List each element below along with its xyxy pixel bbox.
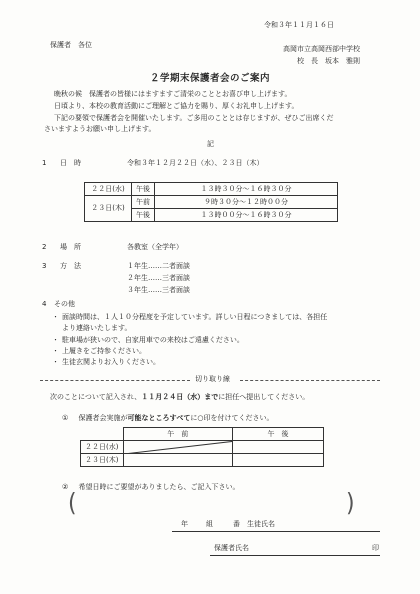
note-3: 上履きをご持参ください。 xyxy=(62,347,146,355)
slot-cell[interactable] xyxy=(123,441,233,454)
item-1-value: 令和３年１２月２２日（水）、２３日（木） xyxy=(127,159,264,167)
addressee: 保護者 各位 xyxy=(50,41,92,49)
availability-row xyxy=(81,454,324,467)
column-afternoon: 午 後 xyxy=(233,428,324,441)
bullet-dot: ・ xyxy=(52,347,59,355)
guardian-name-label: 保護者氏名 xyxy=(214,544,249,552)
note-1: 面談時間は、１人１０分程度を予定しています。詳しい日程につきましては、各担任 xyxy=(62,313,328,321)
intro-line-1: 晩秋の候 保護者の皆様にはますますご清栄のこととお喜び申し上げます。 xyxy=(54,90,292,98)
schedule-row xyxy=(85,196,338,209)
slot-cell[interactable] xyxy=(123,454,233,467)
student-name-label: 生徒氏名 xyxy=(247,520,275,528)
diagonal-strike xyxy=(124,441,233,454)
instruction-text: に担任へ提出してください。 xyxy=(218,393,310,401)
question-number: ① xyxy=(62,414,69,422)
schedule-period: 午後 xyxy=(132,209,155,222)
intro-line-2: 日頃より、本校の教育活動にご理解とご協力を賜り、厚くお礼申し上げます。 xyxy=(54,102,299,110)
item-4-number: 4 xyxy=(42,300,47,308)
availability-row xyxy=(81,441,324,454)
schedule-time: ９時３０分～１２時００分 xyxy=(155,196,338,209)
note-1-cont: より連絡いたします。 xyxy=(62,324,132,332)
principal-name: 校 長 坂本 雅則 xyxy=(297,57,360,65)
schedule-time: １３時３０分～１６時３０分 xyxy=(155,183,338,196)
bullet-dot: ・ xyxy=(52,313,59,321)
slot-cell[interactable] xyxy=(233,441,324,454)
item-1-number: 1 xyxy=(42,159,47,167)
question-text: 保護者会実施が xyxy=(78,414,128,422)
item-2-number: 2 xyxy=(42,243,47,251)
bullet-dot: ・ xyxy=(52,336,59,344)
item-2-label: 場 所 xyxy=(60,243,81,251)
cut-line-left xyxy=(40,380,190,381)
close-bracket: ) xyxy=(346,489,355,518)
row-label: ２３日(木) xyxy=(81,454,124,467)
cut-line-label: 切り取り線 xyxy=(195,375,230,383)
method-line-1: １年生……二者面談 xyxy=(127,262,190,270)
open-bracket: ( xyxy=(68,489,77,518)
schedule-period: 午後 xyxy=(132,183,155,196)
schedule-table xyxy=(84,182,338,222)
question-1 xyxy=(62,415,274,422)
question-2 xyxy=(62,484,240,491)
question-number: ② xyxy=(62,483,69,491)
question-text: 希望日時にご要望がありましたら、ご記入下さい。 xyxy=(78,483,240,491)
question-emphasis: 可能なところすべて xyxy=(127,414,191,422)
row-label: ２２日(水) xyxy=(81,441,124,454)
note-2: 駐車場が狭いので、自家用車での来校はご遠慮ください。 xyxy=(62,336,244,344)
corner-cell xyxy=(81,428,124,441)
grade-label: 年 xyxy=(181,520,188,528)
slot-cell[interactable] xyxy=(233,454,324,467)
bullet-dot: ・ xyxy=(52,358,59,366)
issue-date: 令和３年１１月１６日 xyxy=(264,21,334,29)
cut-line-right xyxy=(240,380,380,381)
item-4-label: その他 xyxy=(54,300,75,308)
seal-label: 印 xyxy=(372,544,379,552)
schedule-date: ２３日(木) xyxy=(85,196,132,222)
student-name-line[interactable] xyxy=(172,531,380,532)
method-line-2: ２年生……三者面談 xyxy=(127,274,190,282)
column-morning: 午 前 xyxy=(123,428,233,441)
method-line-3: ３年生……三者面談 xyxy=(127,286,190,294)
item-3-label: 方 法 xyxy=(60,262,81,270)
schedule-time: １３時００分～１６時３０分 xyxy=(155,209,338,222)
schedule-date: ２２日(水) xyxy=(85,183,132,196)
deadline: １１月２４日（水）まで xyxy=(141,393,219,401)
question-text: に○印を付けてください。 xyxy=(190,414,274,422)
item-1-label: 日 時 xyxy=(60,159,81,167)
schedule-period: 午前 xyxy=(132,196,155,209)
request-field[interactable] xyxy=(80,496,344,518)
intro-line-4: さいますようお願い申し上げます。 xyxy=(44,125,156,133)
instruction-text: 次のことについて記入され、 xyxy=(50,393,142,401)
school-name: 高岡市立高岡西部中学校 xyxy=(283,45,360,53)
form-instruction xyxy=(50,394,309,401)
page-title: ２学期末保護者会のご案内 xyxy=(149,73,270,84)
item-2-value: 各教室（全学年） xyxy=(127,243,183,251)
availability-table xyxy=(80,427,324,467)
note-4: 生徒玄関よりお入りください。 xyxy=(62,358,160,366)
item-3-number: 3 xyxy=(42,262,47,270)
number-label: 番 xyxy=(233,520,240,528)
schedule-row xyxy=(85,183,338,196)
guardian-name-line[interactable] xyxy=(210,555,380,556)
ki-heading: 記 xyxy=(207,140,214,148)
intro-line-3: 下記の要領で保護者会を開催いたします。ご多用のこととは存じますが、ぜひご出席くだ xyxy=(54,114,334,122)
availability-header xyxy=(81,428,324,441)
class-label: 組 xyxy=(206,520,213,528)
